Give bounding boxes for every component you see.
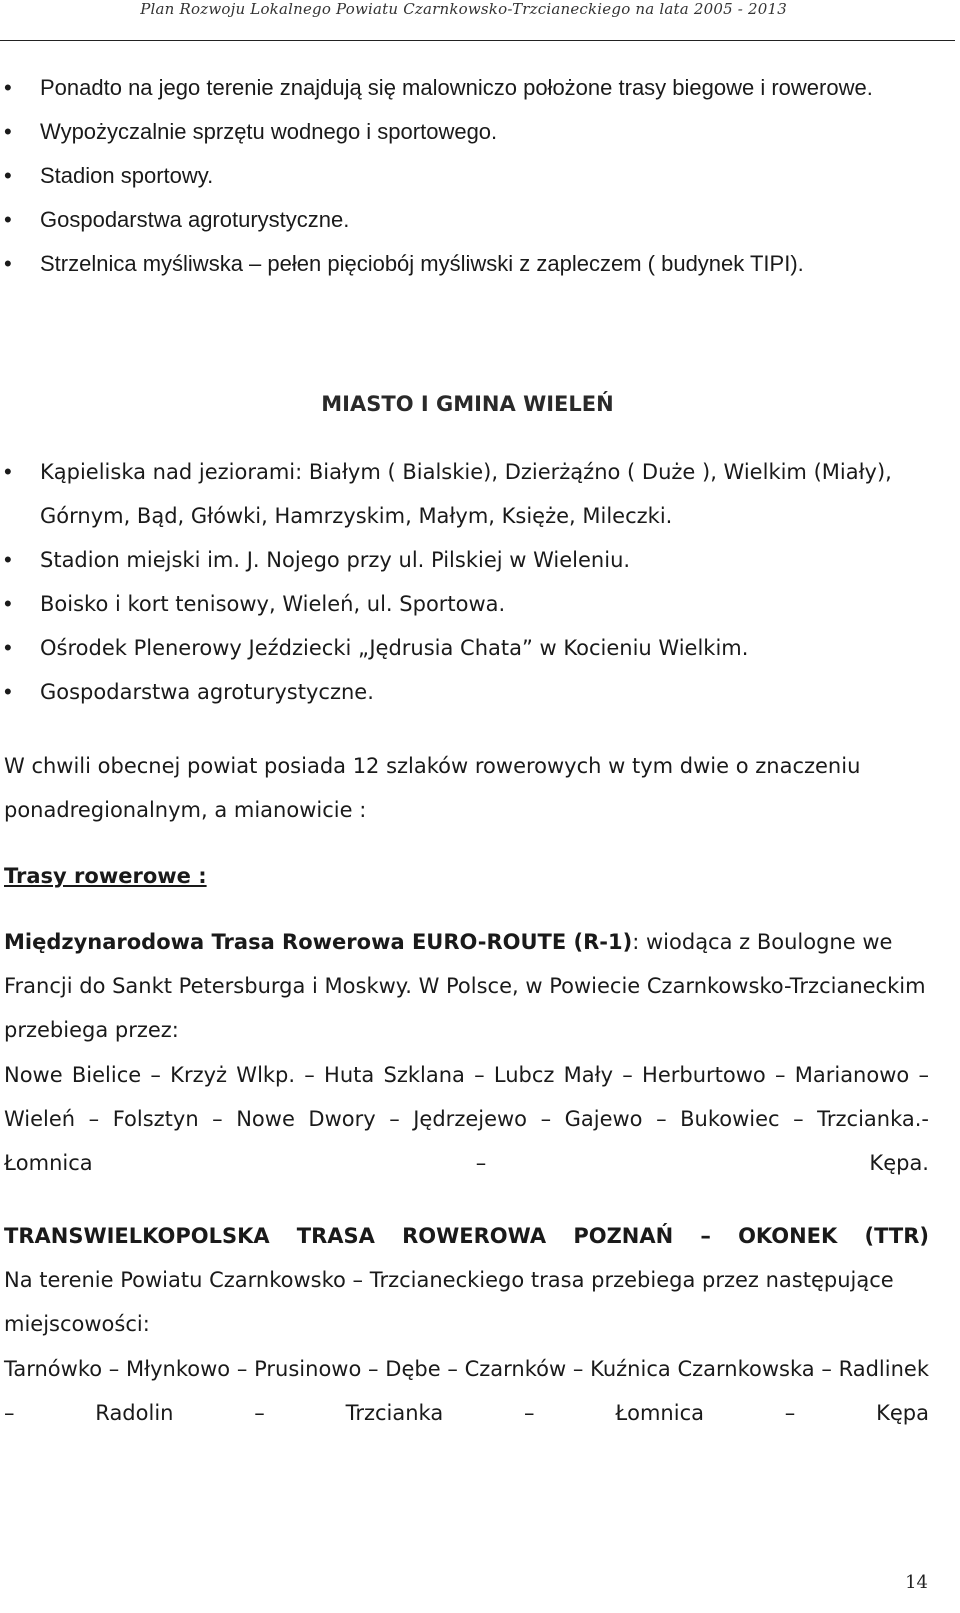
euro-route-text: : wiodąca z Boulogne we Francji do Sankt Petersburga i Moskwy. W Polsce, w Powiecie Czarnkowsko-Trzcianeckim przebiega przez: bbox=[4, 930, 926, 1042]
bullet-icon: • bbox=[4, 119, 12, 144]
bullet-icon: • bbox=[4, 635, 12, 660]
euro-route-name: Międzynarodowa Trasa Rowerowa EURO-ROUTE (R-1) bbox=[4, 930, 633, 954]
ttr-route-stops: Tarnówko – Młynkowo – Prusinowo – Dębe – Czarnków – Kuźnica Czarnkowska – Radlinek – Radolin – Trzcianka – Łomnica – Kępa bbox=[4, 1357, 929, 1425]
intro-paragraph: W chwili obecnej powiat posiada 12 szlaków rowerowych w tym dwie o znaczeniu ponadregionalnym, a mianowicie : bbox=[4, 754, 861, 822]
section-heading-wielen: MIASTO I GMINA WIELEŃ bbox=[321, 392, 614, 416]
list-item: • Boisko i kort tenisowy, Wieleń, ul. Sportowa. bbox=[0, 582, 930, 626]
bullet-icon: • bbox=[4, 547, 12, 572]
bullet-icon: • bbox=[4, 459, 12, 484]
list-item: • Kąpieliska nad jeziorami: Białym ( Bialskie), Dzierżąźno ( Duże ), Wielkim (Miały), Górnym, Bąd, Główki, Hamrzyskim, Małym, Księże, Mileczki. bbox=[0, 450, 930, 538]
euro-route-stops: Nowe Bielice – Krzyż Wlkp. – Huta Szklana – Lubcz Mały – Herburtowo – Marianowo – Wieleń – Folsztyn – Nowe Dwory – Jędrzejewo – Gajewo – Bukowiec – Trzcianka.- Łomnica – Kępa. bbox=[4, 1063, 929, 1175]
list-item: • Wypożyczalnie sprzętu wodnego i sportowego. bbox=[0, 110, 900, 154]
ttr-paragraph: Na terenie Powiatu Czarnkowsko – Trzcianeckiego trasa przebiega przez następujące miejscowości: bbox=[4, 1268, 894, 1336]
bullet-icon: • bbox=[4, 251, 12, 276]
trasy-heading: Trasy rowerowe : bbox=[4, 864, 207, 888]
list-item: • Ponadto na jego terenie znajdują się malowniczo położone trasy biegowe i rowerowe. bbox=[0, 66, 900, 110]
page-header bbox=[0, 0, 955, 41]
header-title: Plan Rozwoju Lokalnego Powiatu Czarnkowsko-Trzcianeckiego na lata 2005 - 2013 bbox=[140, 0, 787, 18]
page-number: 14 bbox=[905, 1572, 928, 1593]
list-item: • Gospodarstwa agroturystyczne. bbox=[0, 670, 930, 714]
wielen-facilities-list bbox=[0, 450, 930, 714]
list-item: • Strzelnica myśliwska – pełen pięciobój myśliwski z zapleczem ( budynek TIPI). bbox=[0, 242, 900, 286]
bullet-icon: • bbox=[4, 591, 12, 616]
list-item: • Ośrodek Plenerowy Jeździecki „Jędrusia Chata” w Kocieniu Wielkim. bbox=[0, 626, 930, 670]
euro-route-paragraph bbox=[4, 920, 929, 1052]
ttr-heading: TRANSWIELKOPOLSKA TRASA ROWEROWA POZNAŃ – OKONEK (TTR) bbox=[4, 1224, 929, 1248]
list-item: • Stadion miejski im. J. Nojego przy ul. Pilskiej w Wieleniu. bbox=[0, 538, 930, 582]
list-item: • Stadion sportowy. bbox=[0, 154, 900, 198]
bullet-icon: • bbox=[4, 75, 12, 100]
bullet-icon: • bbox=[4, 207, 12, 232]
bullet-icon: • bbox=[4, 163, 12, 188]
facilities-list bbox=[0, 66, 900, 286]
bullet-icon: • bbox=[4, 679, 12, 704]
list-item: • Gospodarstwa agroturystyczne. bbox=[0, 198, 900, 242]
